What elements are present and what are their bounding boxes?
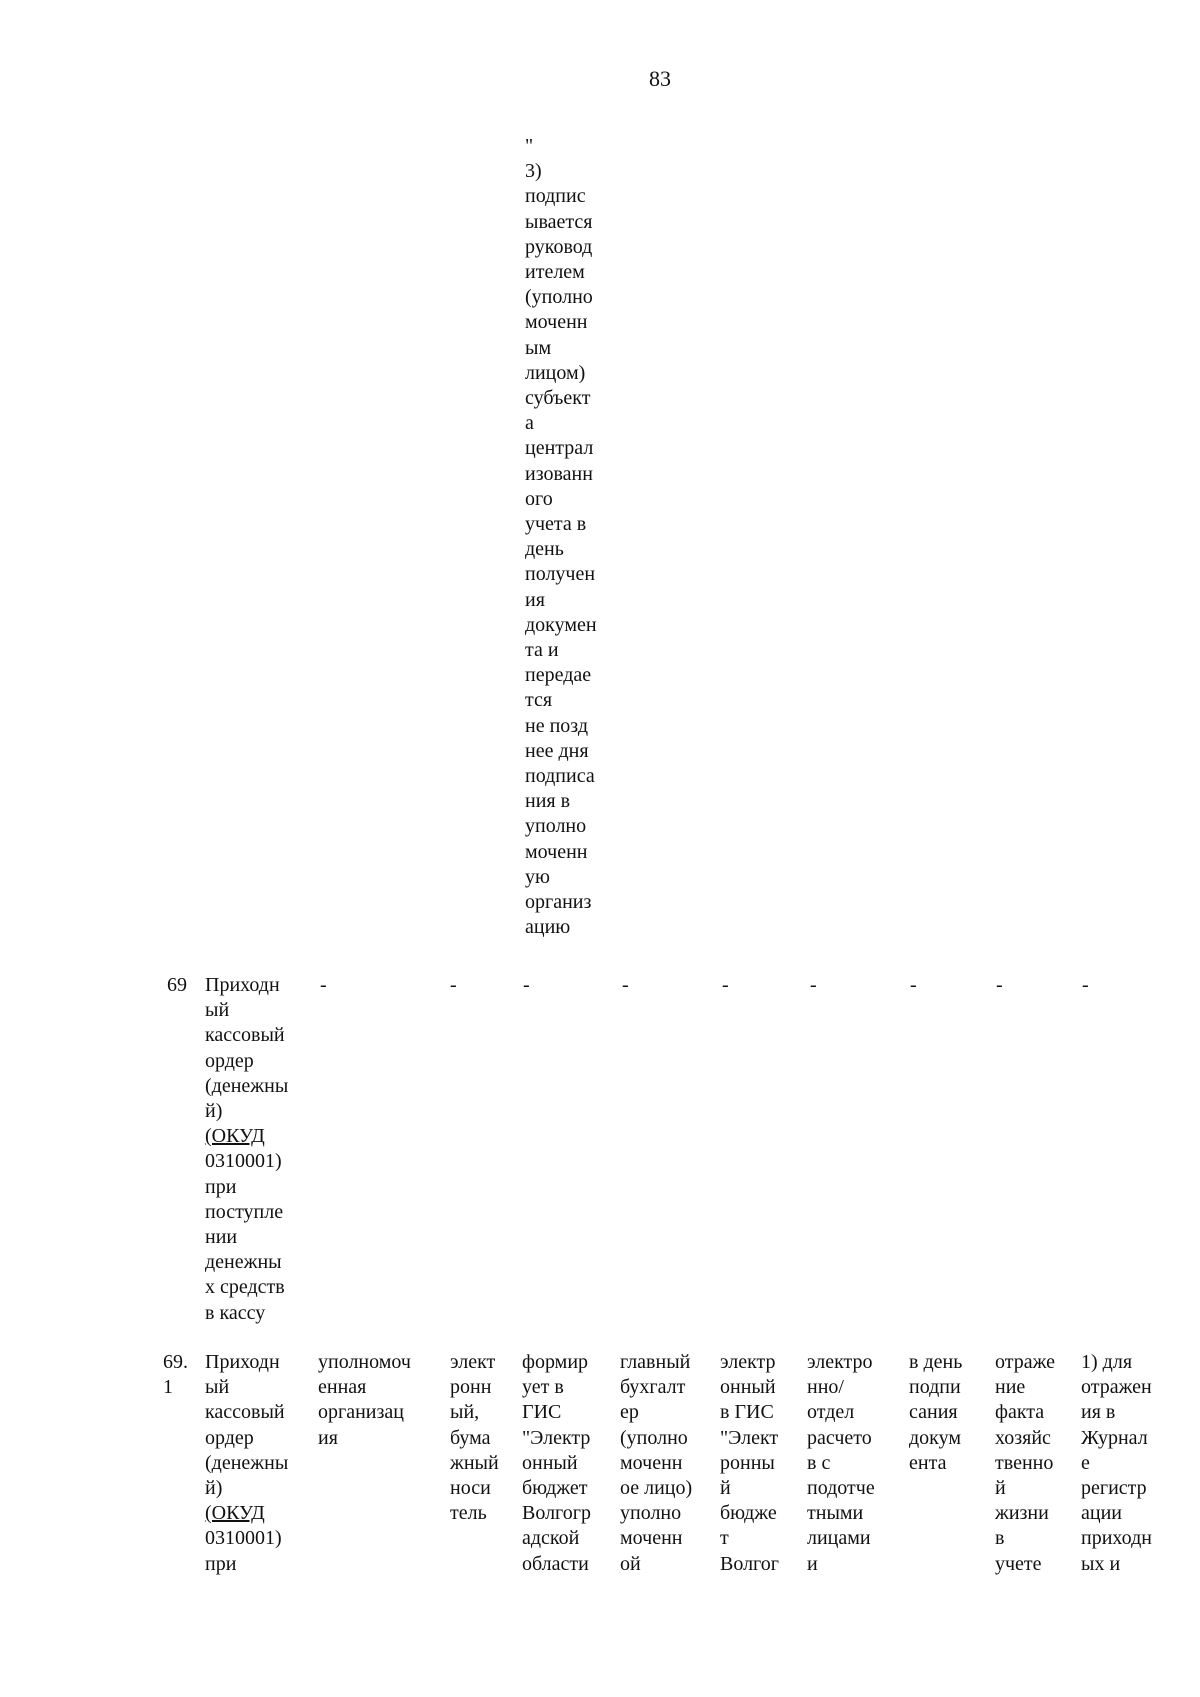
cell-line: ым	[525, 336, 552, 359]
cell-line: и	[807, 1552, 818, 1575]
cell-line: главный	[620, 1351, 691, 1373]
cell-line: (ОКУД	[205, 1502, 265, 1525]
cell-line: жизни	[995, 1502, 1049, 1525]
cell-line: 1) для	[1081, 1351, 1133, 1373]
cell-line: 69.	[163, 1351, 188, 1373]
cell-line: кассовый	[205, 1024, 285, 1047]
row-69-1-col-j	[995, 1350, 1055, 1577]
cell-line: онный	[522, 1451, 578, 1474]
cell-line: учета в	[525, 513, 587, 536]
cell-line: адской	[522, 1527, 580, 1550]
cell-line: организ	[525, 891, 592, 914]
cell-line: при	[205, 1552, 237, 1575]
cell-line: ых и	[1081, 1552, 1121, 1575]
cell-line: моченн	[525, 840, 588, 863]
row-69-document-name	[205, 973, 288, 1326]
cell-line: электро	[807, 1351, 873, 1373]
row-69-col-i-dash: -	[910, 974, 917, 996]
cell-line: ия в	[1081, 1401, 1116, 1424]
cell-line: Журнал	[1081, 1426, 1148, 1449]
cell-line: (уполно	[525, 286, 593, 309]
cell-line: денежны	[205, 1251, 282, 1274]
cell-line: ронн	[450, 1376, 492, 1399]
row-69-col-j-dash: -	[996, 974, 1003, 996]
cell-line: ый	[205, 1376, 230, 1399]
cell-line: в	[995, 1527, 1005, 1550]
cell-line: в ГИС	[720, 1401, 774, 1424]
cell-line: бума	[450, 1426, 491, 1449]
cell-line: изованн	[525, 462, 593, 485]
cell-line: 3)	[525, 160, 542, 183]
cell-line: подпис	[525, 185, 586, 208]
cell-line: нно/	[807, 1376, 844, 1399]
cell-line: ой	[620, 1552, 641, 1575]
cell-line: докумен	[525, 613, 597, 636]
cell-line: х средств	[205, 1276, 285, 1299]
cell-line: тными	[807, 1502, 864, 1525]
cell-line: уполно	[525, 815, 587, 838]
cell-line: ого	[525, 487, 553, 510]
cell-line: нее дня	[525, 739, 589, 762]
cell-line: 69	[167, 974, 187, 996]
cell-line: субъект	[525, 387, 591, 410]
cell-line: ния в	[525, 790, 571, 813]
cell-line: при	[205, 1175, 237, 1198]
cell-line: "Элект	[720, 1426, 779, 1449]
cell-line: ывается	[525, 210, 593, 233]
row-69-col-d-dash: -	[450, 974, 457, 996]
cell-line: ителем	[525, 261, 585, 284]
row-69-1-col-f	[620, 1350, 692, 1577]
cell-line: бухгалт	[620, 1376, 686, 1399]
cell-line: централ	[525, 437, 594, 460]
cell-line: бюджет	[522, 1477, 588, 1500]
cell-line: уполно	[620, 1502, 682, 1525]
row-69-1-col-d	[450, 1350, 499, 1526]
cell-line: й	[995, 1477, 1006, 1500]
cell-line: "Электр	[522, 1426, 591, 1449]
cell-line: расчето	[807, 1426, 872, 1449]
cell-line: ордер	[205, 1426, 254, 1449]
cell-line: ации	[1081, 1502, 1122, 1525]
cell-line: Приходн	[205, 974, 280, 996]
cell-line: отдел	[807, 1401, 855, 1424]
cell-line: ый	[205, 999, 230, 1022]
row-69-col-k-dash: -	[1082, 974, 1089, 996]
cell-line: (денежны	[205, 1451, 289, 1474]
cell-line: нии	[205, 1226, 238, 1249]
cell-line: моченн	[620, 1451, 683, 1474]
cell-line: тся	[525, 689, 553, 712]
cell-line: й	[720, 1477, 731, 1500]
cell-line: ордер	[205, 1049, 254, 1072]
row-69-1-col-i	[909, 1350, 962, 1476]
cell-line: кассовый	[205, 1401, 285, 1424]
row-69-col-f-dash: -	[622, 974, 629, 996]
cell-line: в с	[807, 1451, 831, 1474]
cell-line: элект	[450, 1351, 496, 1373]
cell-line: не позд	[525, 714, 588, 737]
row-69-col-c-dash: -	[320, 974, 327, 996]
cell-line: 0310001)	[205, 1150, 282, 1173]
cell-line: онный	[720, 1376, 776, 1399]
cell-line: моченн	[525, 311, 588, 334]
cell-line: "	[525, 135, 534, 157]
cell-line: в кассу	[205, 1301, 266, 1324]
cell-line: енная	[318, 1376, 367, 1399]
cell-line: бюдже	[720, 1502, 777, 1525]
row-69-1-col-e	[522, 1350, 591, 1577]
cell-line: й)	[205, 1100, 223, 1123]
cell-line: уполномоч	[318, 1351, 411, 1373]
row-69-col-e-dash: -	[523, 974, 530, 996]
cell-line: 1	[163, 1376, 173, 1399]
cell-line: регистр	[1081, 1477, 1147, 1500]
cell-line: ГИС	[522, 1401, 562, 1424]
cell-line: (ОКУД	[205, 1125, 265, 1148]
row-69-1-number	[163, 1350, 188, 1400]
cell-line: отраже	[995, 1351, 1056, 1373]
cell-line: 0310001)	[205, 1527, 282, 1550]
row-69-1-col-c	[318, 1350, 411, 1451]
cell-line: лицами	[807, 1527, 871, 1550]
cell-line: та и	[525, 639, 559, 662]
cell-line: электр	[720, 1351, 776, 1373]
cell-line: докум	[909, 1426, 962, 1449]
cell-line: ует в	[522, 1376, 564, 1399]
row-69-1-col-g	[720, 1350, 779, 1577]
cell-line: формир	[522, 1351, 589, 1373]
row-69-number	[167, 973, 187, 998]
cell-line: подпи	[909, 1376, 961, 1399]
page-number: 83	[649, 66, 671, 91]
row-69-1-col-h	[807, 1350, 875, 1577]
row-69-1-col-k	[1081, 1350, 1152, 1577]
cell-line: моченн	[620, 1527, 683, 1550]
cell-line: тель	[450, 1502, 487, 1525]
cell-line: Волгог	[720, 1552, 779, 1575]
cell-line: день	[525, 538, 564, 561]
cell-line: ия	[525, 588, 545, 611]
cell-line: подотче	[807, 1477, 875, 1500]
cell-line: Приходн	[205, 1351, 280, 1373]
cell-line: й)	[205, 1477, 223, 1500]
cell-line: ацию	[525, 916, 571, 939]
cell-line: Волгогр	[522, 1502, 591, 1525]
cell-line: ый,	[450, 1401, 480, 1424]
continuation-cell-col-e	[525, 134, 597, 941]
cell-line: факта	[995, 1401, 1045, 1424]
cell-line: (денежны	[205, 1074, 289, 1097]
cell-line: подписа	[525, 765, 595, 788]
cell-line: ента	[909, 1451, 947, 1474]
cell-line: в день	[909, 1351, 963, 1373]
cell-line: носи	[450, 1477, 491, 1500]
row-69-col-g-dash: -	[722, 974, 729, 996]
cell-line: учете	[995, 1552, 1042, 1575]
cell-line: (уполно	[620, 1426, 688, 1449]
cell-line: руковод	[525, 235, 593, 258]
cell-line: области	[522, 1552, 589, 1575]
cell-line: ер	[620, 1401, 639, 1424]
cell-line: ия	[318, 1426, 338, 1449]
cell-line: ние	[995, 1376, 1026, 1399]
cell-line: твенно	[995, 1451, 1054, 1474]
cell-line: лицом)	[525, 361, 586, 384]
cell-line: т	[720, 1527, 729, 1550]
cell-line: жный	[450, 1451, 499, 1474]
cell-line: е	[1081, 1451, 1090, 1474]
cell-line: приходн	[1081, 1527, 1152, 1550]
cell-line: отражен	[1081, 1376, 1152, 1399]
cell-line: получен	[525, 563, 596, 586]
cell-line: а	[525, 412, 534, 435]
cell-line: хозяйс	[995, 1426, 1051, 1449]
cell-line: ую	[525, 865, 550, 888]
cell-line: ое лицо)	[620, 1477, 693, 1500]
cell-line: поступле	[205, 1200, 284, 1223]
cell-line: передае	[525, 664, 592, 687]
cell-line: сания	[909, 1401, 958, 1424]
cell-line: ронны	[720, 1451, 775, 1474]
row-69-col-h-dash: -	[810, 974, 817, 996]
cell-line: организац	[318, 1401, 404, 1424]
row-69-1-document-name	[205, 1350, 288, 1577]
